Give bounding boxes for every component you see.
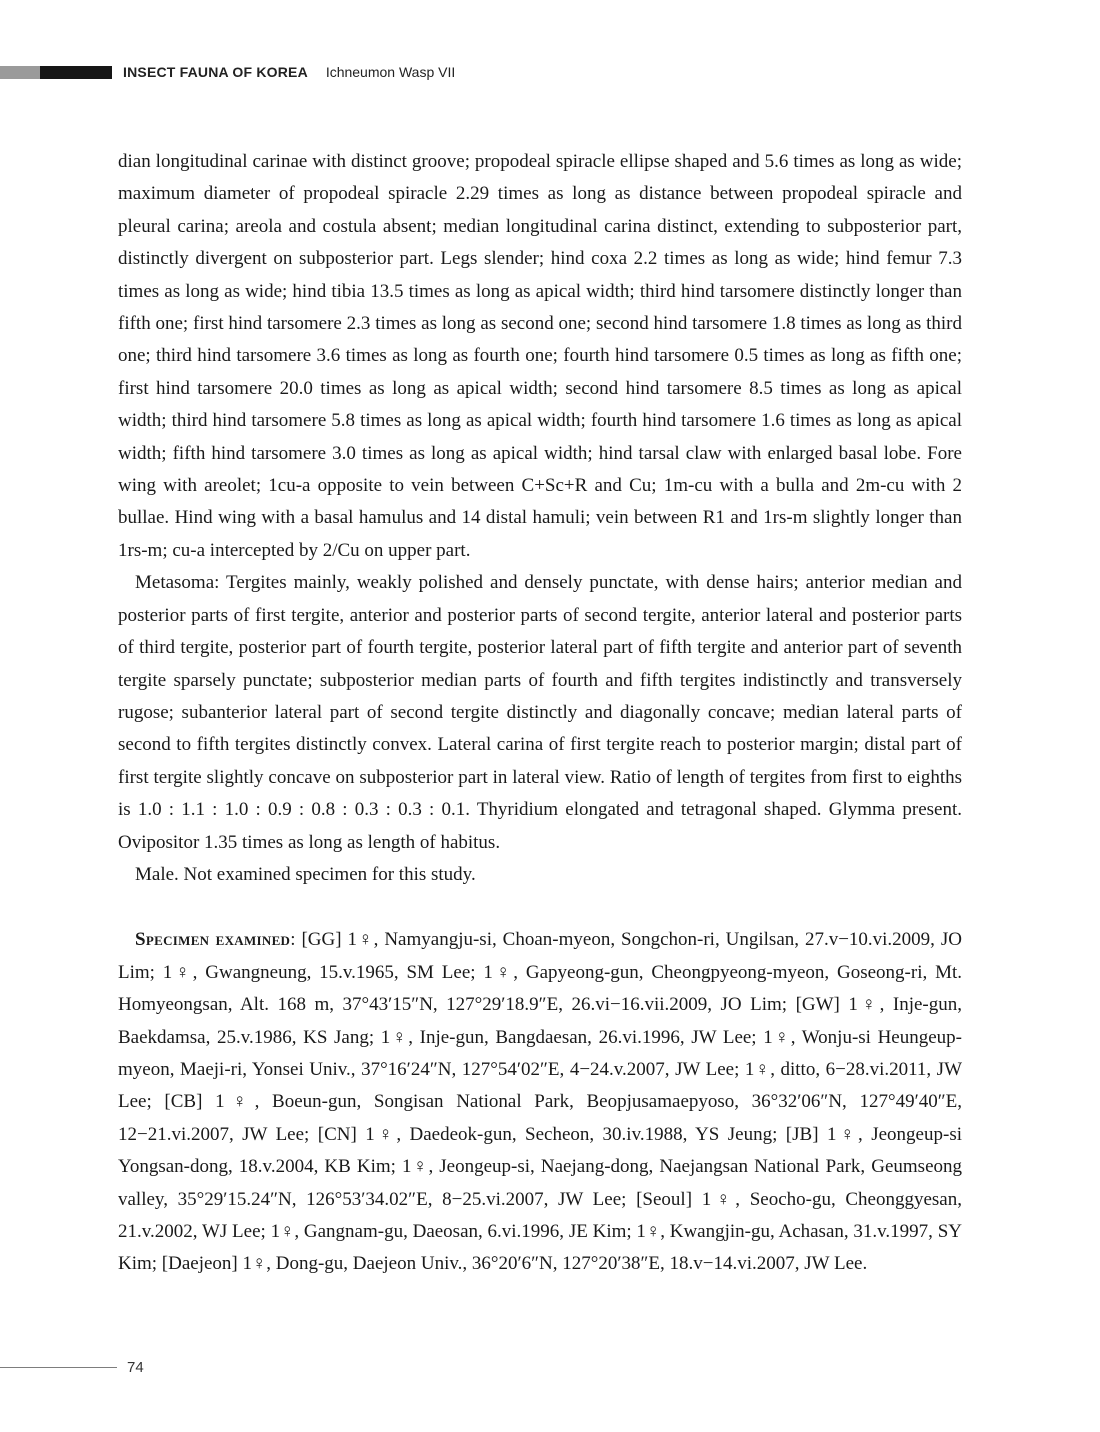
- text-column: [118, 146, 962, 1281]
- description-paragraph-continuation: dian longitudinal carinae with distinct groove; propodeal spiracle ellipse shaped and 5.6 times as long as wide; maximum diameter of propodeal spiracle 2.29 times as long as distance between propodeal spiracle and pleural carina; areola and costula absent; median longitudinal carina distinct, extending to subposterior part, distinctly divergent on subposterior part. Legs slender; hind coxa 2.2 times as long as wide; hind femur 7.3 times as long as wide; hind tibia 13.5 times as long as apical width; third hind tarsomere distinctly longer than fifth one; first hind tarsomere 2.3 times as long as second one; second hind tarsomere 1.8 times as long as third one; third hind tarsomere 3.6 times as long as fourth one; fourth hind tarsomere 0.5 times as long as fifth one; first hind tarsomere 20.0 times as long as apical width; second hind tarsomere 8.5 times as long as apical width; third hind tarsomere 5.8 times as long as apical width; fourth hind tarsomere 1.6 times as long as apical width; fifth hind tarsomere 3.0 times as long as apical width; hind tarsal claw with enlarged basal lobe. Fore wing with areolet; 1cu-a opposite to vein between C+Sc+R and Cu; 1m-cu with a bulla and 2m-cu with 2 bullae. Hind wing with a basal hamulus and 14 distal hamuli; vein between R1 and 1rs-m slightly longer than 1rs-m; cu-a intercepted by 2/Cu on upper part.: [118, 151, 962, 561]
- series-title: INSECT FAUNA OF KOREA: [123, 64, 308, 80]
- header-black-bar: [40, 66, 112, 79]
- page-number: 74: [127, 1359, 144, 1376]
- metasoma-paragraph: Metasoma: Tergites mainly, weakly polished and densely punctate, with dense hairs; anterior median and posterior parts of first tergite, anterior and posterior parts of second tergite, anterior lateral and posterior parts of third tergite, posterior part of fourth tergite, posterior lateral part of fifth tergite and anterior part of seventh tergite sparsely punctate; subposterior median parts of fourth and fifth tergites indistinctly and transversely rugose; subanterior lateral part of second tergite distinctly and diagonally concave; median lateral parts of second to fifth tergites distinctly convex. Lateral carina of first tergite reach to posterior margin; distal part of first tergite slightly concave on subposterior part in lateral view. Ratio of length of tergites from first to eighths is 1.0 : 1.1 : 1.0 : 0.9 : 0.8 : 0.3 : 0.3 : 0.1. Thyridium elongated and tetragonal shaped. Glymma present. Ovipositor 1.35 times as long as length of habitus.: [118, 572, 962, 853]
- header-gray-bar: [0, 66, 40, 79]
- specimen-examined-label: Specimen examined: [135, 929, 291, 951]
- running-head-text: [123, 64, 455, 80]
- volume-title: Ichneumon Wasp VII: [325, 64, 456, 80]
- male-paragraph: Male. Not examined specimen for this study.: [135, 863, 476, 885]
- specimen-examined-details: : [GG] 1♀, Namyangju-si, Choan-myeon, Songchon-ri, Ungilsan, 27.v−10.vi.2009, JO Lim; 1♀, Gwangneung, 15.v.1965, SM Lee; 1♀, Gapyeong-gun, Cheongpyeong-myeon, Goseong-ri, Mt. Homyeongsan, Alt. 168 m, 37°43′15″N, 127°29′18.9″E, 26.vi−16.vii.2009, JO Lim; [GW] 1♀, Inje-gun, Baekdamsa, 25.v.1986, KS Jang; 1♀, Inje-gun, Bangdaesan, 26.vi.1996, JW Lee; 1♀, Wonju-si Heungeup-myeon, Maeji-ri, Yonsei Univ., 37°16′24″N, 127°54′02″E, 4−24.v.2007, JW Lee; 1♀, ditto, 6−28.vi.2011, JW Lee; [CB] 1♀, Boeun-gun, Songisan National Park, Beopjusamaepyoso, 36°32′06″N, 127°49′40″E, 12−21.vi.2007, JW Lee; [CN] 1♀, Daedeok-gun, Secheon, 30.iv.1988, YS Jeung; [JB] 1♀, Jeongeup-si Yongsan-dong, 18.v.2004, KB Kim; 1♀, Jeongeup-si, Naejang-dong, Naejangsan National Park, Geumseong valley, 35°29′15.24″N, 126°53′34.02″E, 8−25.vi.2007, JW Lee; [Seoul] 1♀, Seocho-gu, Cheonggyesan, 21.v.2002, WJ Lee; 1♀, Gangnam-gu, Daeosan, 6.vi.1996, JE Kim; 1♀, Kwangjin-gu, Achasan, 31.v.1997, SY Kim; [Daejeon] 1♀, Dong-gu, Daejeon Univ., 36°20′6″N, 127°20′38″E, 18.v−14.vi.2007, JW Lee.: [118, 929, 962, 1275]
- running-head: [0, 66, 1100, 79]
- specimen-examined-paragraph: [118, 924, 962, 1280]
- footer-rule: [0, 1367, 117, 1368]
